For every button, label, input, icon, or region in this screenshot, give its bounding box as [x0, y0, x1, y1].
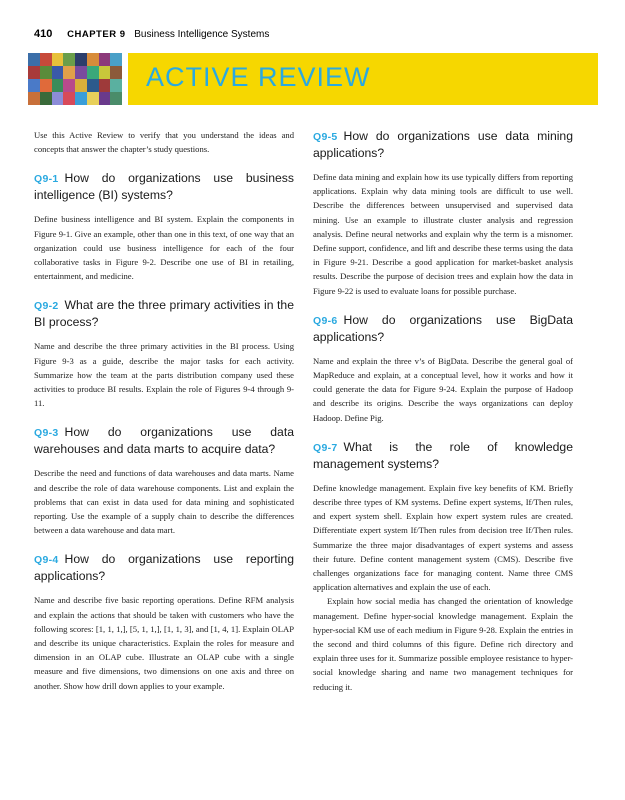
- question-number: Q9-3: [34, 427, 59, 440]
- question-body: Define business intelligence and BI system. Explain the components in Figure 9-1. Give an example, other than one in this text, of one way that an organization could use business intelligence for each of the four collaborative tasks in Figure 9-2. Describe one use of BI in retailing, entertainment, and medicine.: [34, 214, 294, 282]
- question-number: Q9-5: [313, 131, 338, 143]
- question-body: Name and describe five basic reporting operations. Define RFM analysis and explain the actions that should be taken with customers who have the following scores: [1, 1, 1,], [5, 1, 1,], [1, 1, 3], and [1, 4, 1]. Explain OLAP and describe its unique characteristics. Explain the roles for measure and dimension in an OLAP cube. Illustrate an OLAP cube with a single measure and five dimensions, two dimensions on one axis and three on another. Show how drill down applies to your example.: [34, 595, 294, 691]
- question-title: What are the three primary activities in the BI process?: [34, 298, 294, 330]
- question-title: What is the role of knowledge management systems?: [313, 439, 573, 471]
- title-bar: [128, 53, 598, 105]
- question-number: Q9-4: [34, 554, 59, 567]
- question-body: Name and explain the three v’s of BigData. Describe the general goal of MapReduce and explain, at a conceptual level, how it works and how it could generate the data for Figure 9-24. Explain the purpose of Hadoop and describe its origins. Describe the ways organizations can deploy Hadoop. Define Pig.: [313, 355, 573, 423]
- question-title: How do organizations use BigData applications?: [313, 312, 573, 344]
- question-title: How do organizations use data warehouses and data marts to acquire data?: [34, 425, 294, 457]
- chapter-title: Business Intelligence Systems: [134, 29, 270, 40]
- question-body: Describe the need and functions of data warehouses and data marts. Name and describe the role of data warehouse components. List and explain the problems that can exist in data used for data mining and sophisticated reporting. Use the example of a supply chain to describe the differences between a data warehouse and data mart.: [34, 468, 294, 536]
- question-body: Define knowledge management. Explain five key benefits of KM. Briefly describe three types of KM systems. Define expert systems, If/Then rules, and expert system shell. Explain how expert system rules are created. Differentiate expert system If/Then rules from decision tree If/Then rules. Summarize the three major disadvantages of expert systems and assess their future. Define content management system (CMS). Describe five challenges organizations face for managing content. Name three CMS application alternatives and explain the use of each.: [313, 482, 573, 593]
- question-heading: [34, 170, 294, 203]
- right-column: [313, 128, 573, 694]
- photo-mosaic-image: [28, 53, 122, 105]
- question-body: Name and describe the three primary activities in the BI process. Using Figure 9-3 as a guide, describe the major tasks for each activity. Summarize how the team at the parts distribution company used these activities to produce BI results. Explain the role of Figures 9-4 through 9-11.: [34, 341, 294, 409]
- question-body-continued: Explain how social media has changed the orientation of knowledge management. Define hyper-social knowledge management. Explain the hyper-social KM use of each medium in Figure 9-28. Explain the entries in the second and third columns of this figure. Define rich directory and explain three uses for it. Summarize possible employee resistance to hyper-social knowledge sharing and name two management techniques for reducing it.: [313, 596, 573, 692]
- intro-text: Use this Active Review to verify that you understand the ideas and concepts that answer the chapter’s study questions.: [34, 130, 294, 155]
- chapter-label: CHAPTER 9: [67, 29, 126, 40]
- question-heading: [313, 128, 573, 161]
- question-body: Define data mining and explain how its use typically differs from reporting applications. Explain why data mining tools are difficult to use well. Describe the differences between unsupervised and supervised data mining. Use an example to illustrate cluster analysis and regression analysis. Define neural networks and explain why the term is a misnomer. Define support, confidence, and lift and describe these terms using the data in Figure 9-21. Describe a good application for market-basket analysis results. Describe the purpose of decision trees and explain how the data in Figure 9-22 is used to evaluate loans for possible purchase.: [313, 172, 573, 296]
- page-number: 410: [34, 28, 53, 40]
- question-title: How do organizations use business intelligence (BI) systems?: [34, 171, 294, 203]
- question-number: Q9-6: [313, 314, 338, 327]
- section-banner: [28, 53, 598, 105]
- question-heading: [34, 551, 294, 584]
- question-number: Q9-1: [34, 173, 59, 186]
- left-column: [34, 128, 294, 693]
- question-heading: [313, 312, 573, 345]
- question-title: How do organizations use data mining applications?: [313, 129, 573, 160]
- section-title: ACTIVE REVIEW: [146, 62, 371, 92]
- question-heading: [34, 424, 294, 457]
- running-header: [34, 28, 269, 40]
- question-title: How do organizations use reporting applications?: [34, 552, 294, 584]
- question-number: Q9-7: [313, 441, 338, 454]
- question-heading: [313, 439, 573, 472]
- question-heading: [34, 297, 294, 330]
- question-number: Q9-2: [34, 300, 59, 313]
